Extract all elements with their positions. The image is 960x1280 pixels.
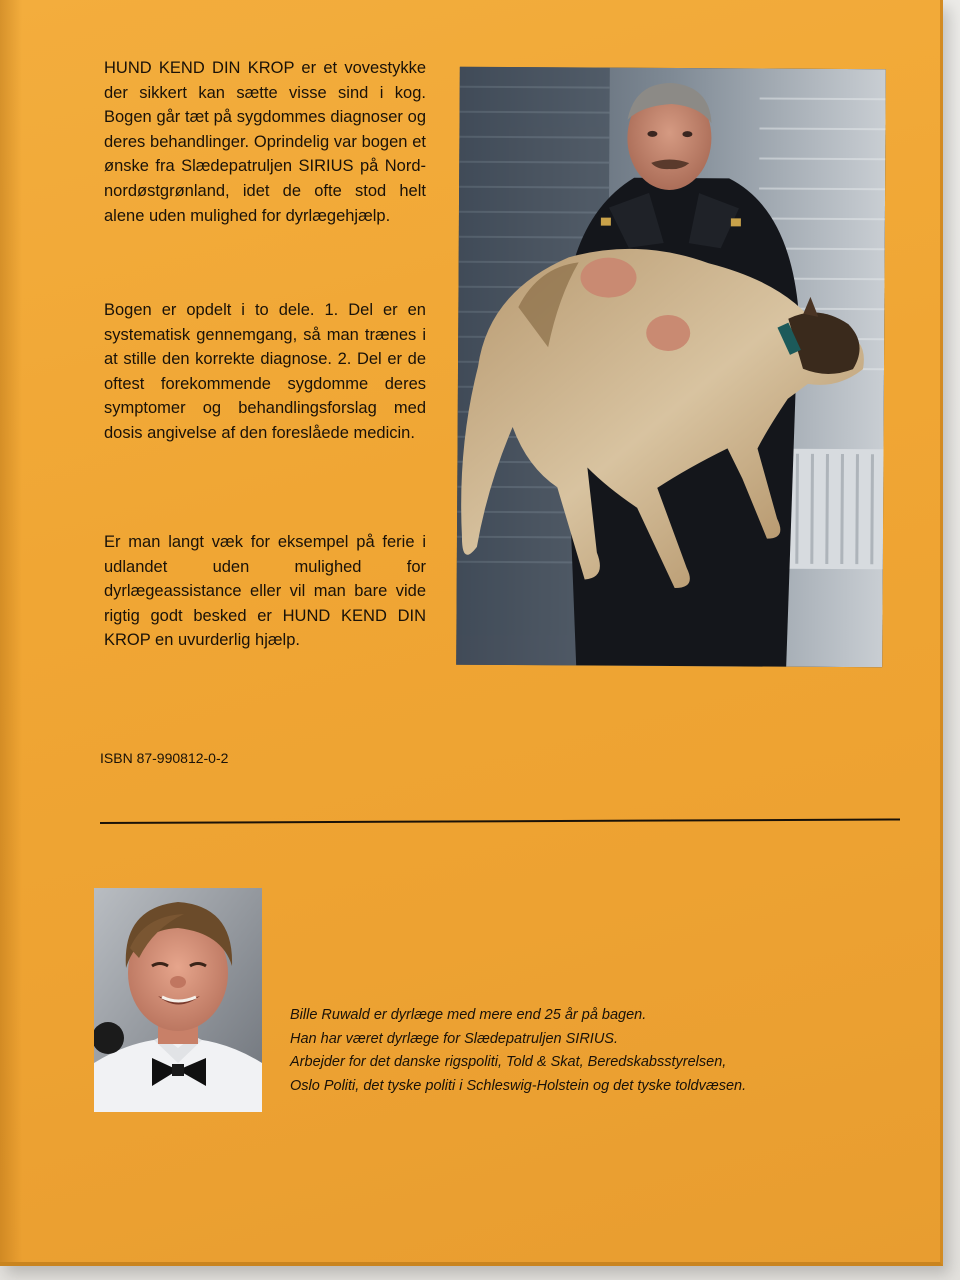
author-bio-line-4: Oslo Politi, det tyske politi i Schleswig-Holstein og det tyske toldvæsen. [290, 1077, 747, 1094]
description-paragraph-1: HUND KEND DIN KROP er et vovestykke der sikkert kan sætte visse sind i kog. Bogen går tæt på sygdommes diagnoser og deres behandlinger. Oprindelig var bogen et ønske fra Slædepatruljen SIRIUS på Nord-nordøstgrønland, idet de ofte stod helt alene uden mulighed for dyrlægehjælp. [104, 59, 426, 225]
photo-man-carrying-dog [456, 67, 886, 668]
author-bio [290, 1004, 910, 1098]
author-bio-line-1: Bille Ruwald er dyrlæge med mere end 25 år på bagen. [290, 1007, 647, 1023]
photo-author-portrait [94, 888, 262, 1112]
author-bio-line-2: Han har været dyrlæge for Slædepatruljen SIRIUS. [290, 1030, 619, 1047]
description-paragraph-3: Er man langt væk for eksempel på ferie i udlandet uden mulighed for dyrlægeassistance eller vil man bare vide rigtig godt besked er HUND KEND DIN KROP en uvurderlig hjælp. [104, 533, 426, 650]
divider-line [100, 819, 900, 824]
description-paragraph-2: Bogen er opdelt i to dele. 1. Del er en systematisk gennemgang, så man trænes i at stille den korrekte diagnose. 2. Del er de oftest forekommende sygdomme deres symptomer og behandlingsforslag med dosis angivelse af den foreslåede medicin. [104, 301, 426, 442]
isbn-number: ISBN 87-990812-0-2 [100, 750, 229, 766]
author-bio-line-3: Arbejder for det danske rigspoliti, Told & Skat, Beredskabsstyrelsen, [290, 1054, 727, 1070]
spine-shade [0, 0, 22, 1262]
